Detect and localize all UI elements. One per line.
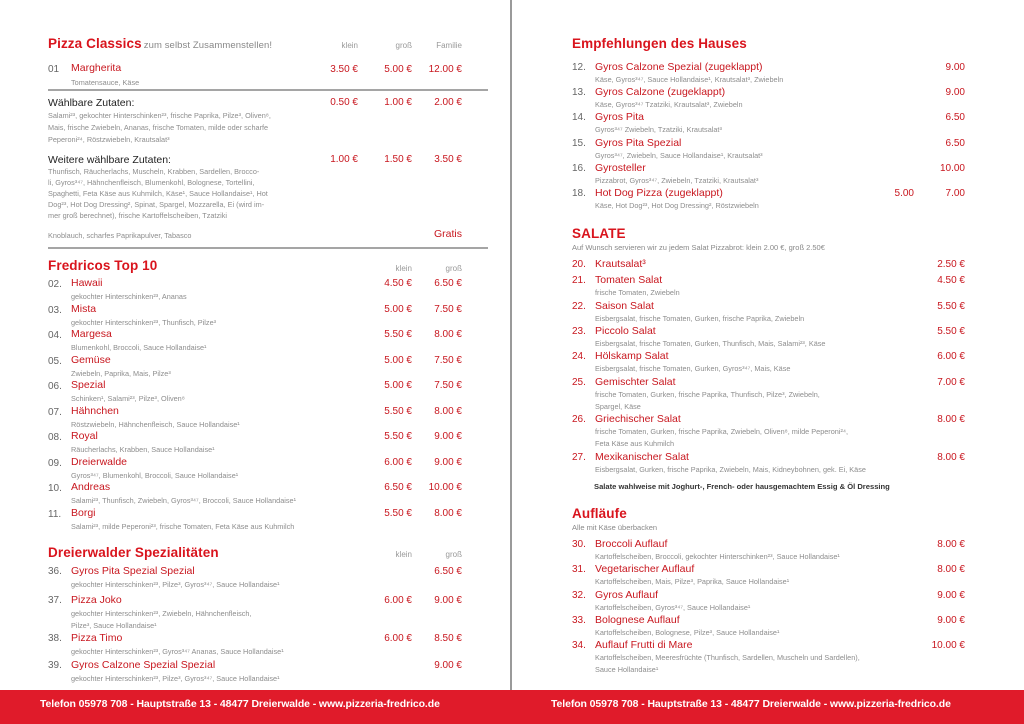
item-number: 32. [572,590,586,601]
price: 9.00 € [937,590,965,601]
item-desc: frische Tomaten, Gurken, frische Paprika, Thunfisch, Pilze³, Zwiebeln, [595,390,820,399]
item-desc: Salami²³, milde Peperoni²³, frische Tomaten, Feta Käse aus Kuhmilch [71,521,295,531]
price-familie: 12.00 € [428,64,462,75]
item-desc: Blumenkohl, Broccoli, Sauce Hollandaise¹ [71,343,207,352]
price: 2.50 € [937,259,965,270]
price-klein: 3.50 € [330,64,358,75]
item-number: 33. [572,615,586,626]
item-name: Tomaten Salat [595,274,663,286]
item-number: 11. [48,508,62,520]
item-number: 26. [572,414,586,425]
item-name: Piccolo Salat [595,325,656,337]
section-subtitle: zum selbst Zusammenstellen! [143,40,273,51]
item-name: Hölskamp Salat [595,350,669,362]
toppings-desc-line: Peperoni²⁴, Röstzwiebeln, Krautsalat³ [48,135,170,144]
item-desc: Käse, Gyros³⁴⁷, Sauce Hollandaise¹, Krautsalat³, Zwiebeln [595,75,784,84]
item-name: Pizza Joko [71,594,122,606]
price-familie: 2.00 € [434,97,462,108]
item-number: 03. [48,304,62,316]
price-gross: 5.00 € [384,64,412,75]
item-name: Hähnchen [71,404,119,417]
price-gross: 9.00 € [434,660,462,671]
item-desc: Pizzabrot, Gyros³⁴⁷, Zwiebeln, Tzatziki, Krautsalat³ [595,175,759,185]
section-title-top10: Fredricos Top 10 [48,258,158,273]
item-desc: Kartoffelscheiben, Meeresfrüchte (Thunfisch, Sardellen, Muscheln und Sardellen), [595,653,860,662]
price-gross: 9.00 € [434,431,462,442]
free-price: Gratis [433,228,462,240]
item-desc: Salami²³, Thunfisch, Zwiebeln, Gyros³⁴⁷, Broccoli, Sauce Hollandaise¹ [71,496,297,505]
casseroles-subtitle: Alle mit Käse überbacken [572,523,658,532]
price: 9.00 € [937,615,965,626]
price-gross: 6.50 € [434,278,462,289]
item-number: 36. [48,566,62,577]
item-desc: Gyros³⁴⁷, Zwiebeln, Sauce Hollandaise¹, Krautsalat³ [595,150,763,160]
item-name: Hot Dog Pizza (zugeklappt) [595,187,723,199]
item-desc: Tomatensauce, Käse [71,78,140,87]
item-number: 37. [48,595,62,606]
price-klein: 6.00 € [384,456,412,468]
item-number: 30. [572,539,586,550]
item-number: 16. [572,162,586,174]
item-desc: Kartoffelscheiben, Bolognese, Pilze³, Sauce Hollandaise¹ [595,628,780,637]
salads-subtitle: Auf Wunsch servieren wir zu jedem Salat Pizzabrot: klein 2.00 €, groß 2.50€ [572,243,825,252]
col-head-klein: klein [341,41,358,50]
col-head-klein: klein [395,550,412,559]
item-desc: Kartoffelscheiben, Gyros³⁴⁷, Sauce Hollandaise¹ [595,603,751,612]
item-name: Borgi [71,506,96,519]
price-klein: 6.00 € [384,595,412,606]
section-title-specials: Dreierwalder Spezialitäten [48,545,219,560]
footer-contact-left: Telefon 05978 708 - Hauptstraße 13 - 48477 Dreierwalde - www.pizzeria-fredrico.de [40,698,440,710]
item-number: 08. [48,432,62,443]
item-name: Gyros Pita Spezial [595,136,682,149]
item-number: 15. [572,137,586,149]
item-number: 23. [572,326,586,337]
more-toppings-desc-line: li, Gyros³⁴⁷, Hähnchenfleisch, Blumenkohl, Bolognese, Tortellini, [48,178,255,187]
item-name: Gyros Pita Spezial Spezial [71,565,195,577]
footer-contact-right: Telefon 05978 708 - Hauptstraße 13 - 48477 Dreierwalde - www.pizzeria-fredrico.de [551,698,951,710]
price: 4.50 € [937,275,965,286]
price-gross: 8.00 € [434,329,462,340]
item-desc: Käse, Hot Dog²³, Hot Dog Dressing², Röstzwiebeln [595,201,759,210]
price-klein: 6.00 € [384,633,412,644]
price-gross: 7.50 € [434,380,462,391]
col-head-gross: groß [445,264,462,273]
item-name: Margherita [71,62,122,74]
item-desc: Kartoffelscheiben, Mais, Pilze³, Paprika, Sauce Hollandaise¹ [595,577,790,586]
price-klein: 1.00 € [330,154,358,165]
price-klein: 0.50 € [330,97,358,108]
item-number: 18. [572,188,586,199]
item-number: 34. [572,640,586,651]
item-name: Auflauf Frutti di Mare [595,639,693,651]
item-desc: gekochter Hinterschinken²³, Zwiebeln, Hähnchenfleisch, [71,609,252,618]
item-name: Andreas [71,481,111,493]
price-klein: 6.50 € [384,482,412,493]
item-name: Mista [71,302,97,315]
item-number: 02. [48,279,62,290]
item-desc: Käse, Gyros³⁴⁷ Tzatziki, Krautsalat³, Zwiebeln [595,100,743,110]
item-name: Pizza Timo [71,632,123,644]
item-name: Gemüse [71,353,111,366]
dressing-note: Salate wahlweise mit Joghurt-, French- oder hausgemachtem Essig & Öl Dressing [594,482,890,491]
price-gross: 8.00 € [434,507,462,519]
item-number: 27. [572,452,586,463]
price-gross: 10.00 € [428,482,462,493]
item-desc: frische Tomaten, Gurken, frische Paprika, Zwiebeln, Oliven⁸, milde Peperoni²⁴, [595,427,849,436]
item-desc: Eisbergsalat, frische Tomaten, Gurken, Gyros³⁴⁷, Mais, Käse [595,364,791,373]
item-name: Saison Salat [595,300,654,312]
item-name: Gyros Calzone Spezial Spezial [71,659,216,671]
item-name: Krautsalat³ [595,258,646,270]
price-klein: 5.50 € [384,405,412,417]
item-number: 10. [48,483,62,494]
item-name: Gyros Calzone Spezial (zugeklappt) [595,61,763,73]
price: 8.00 € [937,539,965,550]
col-head-familie: Familie [436,41,462,50]
item-name: Gyros Pita [595,111,645,124]
item-name: Spezial [71,379,106,391]
more-toppings-desc-line: Thunfisch, Räucherlachs, Muscheln, Krabben, Sardellen, Brocco- [48,167,260,176]
item-name: Margesa [71,328,112,340]
item-name: Broccoli Auflauf [595,538,668,550]
price: 8.00 € [937,452,965,463]
item-number: 25. [572,377,586,388]
item-desc: gekochter Hinterschinken²³, Pilze³, Gyros³⁴⁷, Sauce Hollandaise¹ [71,674,280,683]
item-desc: Spargel, Käse [595,402,641,411]
item-name: Gemischter Salat [595,376,676,388]
section-title-salads: SALATE [572,226,626,241]
price-gross: 6.50 [945,137,965,149]
free-toppings-desc: Knoblauch, scharfes Paprikapulver, Tabasco [48,231,192,240]
price-klein: 5.00 € [384,354,412,366]
item-name: Gyrosteller [595,161,646,174]
item-desc: Gyros³⁴⁷ Zwiebeln, Tzatziki, Krautsalat³ [595,125,722,135]
price-klein: 5.00 [894,188,914,199]
item-desc: gekochter Hinterschinken²³, Thunfisch, Pilze³ [71,317,217,327]
price: 6.00 € [937,351,965,362]
item-desc: gekochter Hinterschinken²³, Ananas [71,292,187,301]
price-gross: 6.50 € [434,566,462,577]
price-gross: 1.00 € [384,97,412,108]
item-number: 21. [572,275,586,286]
item-number: 01 [48,64,60,75]
item-number: 31. [572,564,586,575]
menu-page-left [0,0,512,690]
price-gross: 9.00 € [434,456,462,468]
item-number: 07. [48,406,62,418]
item-desc: Schinken¹, Salami²³, Pilze³, Oliven⁸ [71,394,185,403]
item-number: 06. [48,381,62,392]
item-number: 20. [572,259,586,270]
item-number: 38. [48,633,62,644]
item-desc: Kartoffelscheiben, Broccoli, gekochter Hinterschinken²³, Sauce Hollandaise¹ [595,552,840,561]
section-title-casseroles: Aufläufe [572,506,627,521]
price-klein: 5.50 € [384,329,412,340]
more-toppings-desc-line: Spaghetti, Feta Käse aus Kuhmilch, Käse¹, Sauce Hollandaise¹, Hot [48,189,268,198]
item-desc: gekochter Hinterschinken²³, Gyros³⁴⁷ Ananas, Sauce Hollandaise¹ [71,647,284,656]
price-gross: 7.50 € [434,303,462,315]
item-number: 09. [48,457,62,469]
item-name: Griechischer Salat [595,413,681,425]
item-desc: frische Tomaten, Zwiebeln [595,288,680,297]
col-head-gross: groß [395,41,412,50]
more-toppings-desc-line: Dog²³, Hot Dog Dressing², Spinat, Spargel, Mozzarella, Ei (wird im- [48,200,265,209]
item-desc: Eisbergsalat, frische Tomaten, Gurken, frische Paprika, Zwiebeln [595,314,805,323]
item-name: Gyros Calzone (zugeklappt) [595,86,726,99]
item-desc: Räucherlachs, Krabben, Sauce Hollandaise¹ [71,445,215,454]
item-number: 04. [48,330,62,341]
price-gross: 7.50 € [434,354,462,366]
item-name: Mexikanischer Salat [595,451,689,463]
item-name: Vegetarischer Auflauf [595,563,695,575]
title-text: Pizza Classics [48,36,142,51]
more-toppings-label: Weitere wählbare Zutaten: [48,154,171,166]
price: 8.00 € [937,414,965,425]
item-number: 22. [572,301,586,312]
item-name: Hawaii [71,277,103,289]
item-desc: Eisbergsalat, Gurken, frische Paprika, Zwiebeln, Mais, Kidneybohnen, gek. Ei, Käse [595,465,866,474]
price-klein: 5.00 € [384,303,412,315]
section-title-pizza-classics [48,36,272,51]
col-head-klein: klein [395,264,412,273]
footer-bar [0,690,1024,724]
menu-page-right [512,0,1024,690]
item-name: Dreierwalde [71,455,128,468]
price-klein: 5.00 € [384,380,412,391]
item-desc: Zwiebeln, Paprika, Mais, Pilze³ [71,368,171,378]
item-number: 24. [572,351,586,362]
item-desc: Sauce Hollandaise¹ [595,665,659,674]
section-title-house: Empfehlungen des Hauses [572,36,747,51]
toppings-desc-line: Mais, frische Zwiebeln, Ananas, frische Tomaten, milde oder scharfe [48,123,269,132]
divider-line [48,89,488,91]
price: 8.00 € [937,564,965,575]
item-name: Royal [71,430,98,442]
item-desc: Pilze³, Sauce Hollandaise¹ [71,621,157,630]
item-number: 14. [572,112,586,124]
price-familie: 3.50 € [434,154,462,165]
item-desc: Eisbergsalat, frische Tomaten, Gurken, Thunfisch, Mais, Salami²³, Käse [595,339,826,348]
price-gross: 9.00 € [434,595,462,606]
price-klein: 5.50 € [384,431,412,442]
toppings-label: Wählbare Zutaten: [48,97,135,109]
price: 10.00 € [931,640,965,651]
col-head-gross: groß [445,550,462,559]
price-gross: 7.00 [945,188,965,199]
price-gross: 9.00 [945,87,965,99]
price-gross: 8.00 € [434,405,462,417]
item-name: Bolognese Auflauf [595,614,680,626]
price-gross: 1.50 € [384,154,412,165]
item-desc: Gyros³⁴⁷, Blumenkohl, Broccoli, Sauce Hollandaise¹ [71,470,239,480]
item-number: 39. [48,660,62,671]
item-number: 05. [48,355,62,367]
item-name: Gyros Auflauf [595,589,659,601]
item-desc: gekochter Hinterschinken²³, Pilze³, Gyros³⁴⁷, Sauce Hollandaise¹ [71,580,280,589]
price: 5.50 € [937,326,965,337]
price-gross: 8.50 € [434,633,462,644]
more-toppings-desc-line: mer groß berechnet), frische Kartoffelscheiben, Tzatziki [48,211,227,220]
item-number: 13. [572,87,586,99]
price: 7.00 € [937,377,965,388]
item-desc: Feta Käse aus Kuhmilch [595,439,675,448]
item-number: 12. [572,62,586,73]
price-gross: 10.00 [939,162,965,174]
price: 5.50 € [937,301,965,312]
price-gross: 6.50 [945,112,965,124]
toppings-desc-line: Salami²³, gekochter Hinterschinken²³, frische Paprika, Pilze³, Oliven⁸, [48,111,271,120]
item-desc: Röstzwiebeln, Hähnchenfleisch, Sauce Hollandaise¹ [71,419,240,429]
price-klein: 4.50 € [384,278,412,289]
price-gross: 9.00 [945,62,965,73]
divider-line [48,247,488,249]
price-klein: 5.50 € [384,507,412,519]
